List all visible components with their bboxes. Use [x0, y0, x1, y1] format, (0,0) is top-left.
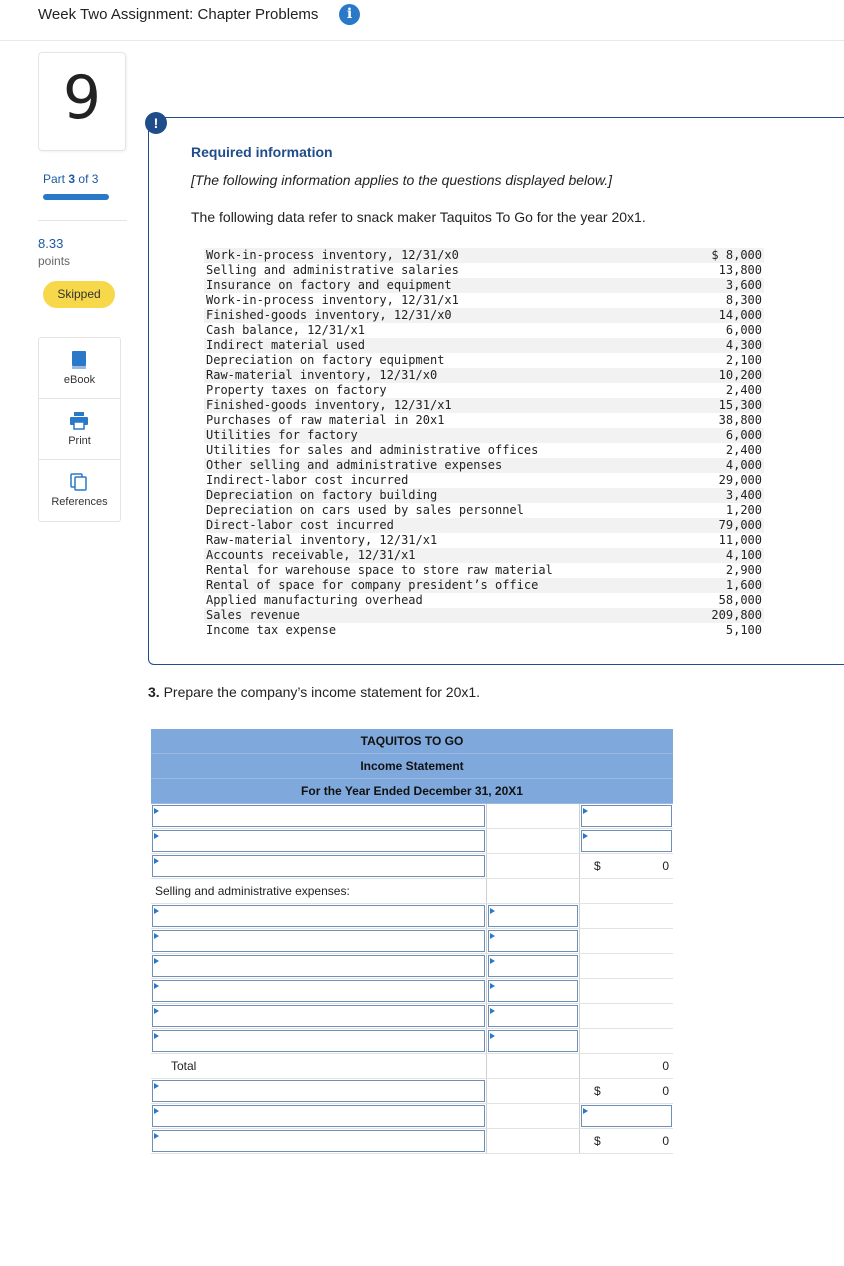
- line-item-select[interactable]: [152, 1005, 485, 1027]
- table-row: [151, 829, 673, 854]
- book-icon: [69, 350, 89, 370]
- data-row-amount: 8,300: [725, 293, 762, 307]
- data-row: [204, 383, 764, 398]
- computed-amount: 0: [662, 1084, 669, 1098]
- points-label: points: [38, 254, 71, 268]
- total-label: Total: [171, 1059, 197, 1073]
- data-row-label: Direct-labor cost incurred: [206, 518, 394, 532]
- amount-input[interactable]: [488, 1030, 578, 1052]
- data-row-label: Insurance on factory and equipment: [206, 278, 452, 292]
- data-row-label: Indirect material used: [206, 338, 365, 352]
- question-number: 9: [62, 63, 102, 133]
- data-row: [204, 503, 764, 518]
- data-row-label: Purchases of raw material in 20x1: [206, 413, 445, 427]
- line-item-select[interactable]: [152, 955, 485, 977]
- table-row: [151, 879, 673, 904]
- statement-company: TAQUITOS TO GO: [151, 729, 673, 754]
- amount-input[interactable]: [488, 1005, 578, 1027]
- statement-period: For the Year Ended December 31, 20X1: [151, 779, 673, 804]
- references-label: References: [51, 496, 108, 508]
- line-item-select[interactable]: [152, 905, 485, 927]
- alert-icon: !: [145, 112, 167, 134]
- sidebar-divider: [38, 220, 127, 221]
- print-label: Print: [68, 435, 91, 447]
- data-row: [204, 368, 764, 383]
- required-info-title: Required information: [191, 144, 333, 160]
- data-row-amount: 38,800: [718, 413, 762, 427]
- table-row: [151, 1054, 673, 1079]
- line-item-select[interactable]: [152, 930, 485, 952]
- data-row: [204, 338, 764, 353]
- data-row-amount: 10,200: [718, 368, 762, 382]
- line-item-select[interactable]: [152, 1105, 485, 1127]
- data-row-label: Applied manufacturing overhead: [206, 593, 423, 607]
- amount-input[interactable]: [488, 980, 578, 1002]
- data-row: [204, 278, 764, 293]
- ebook-button[interactable]: [39, 338, 120, 399]
- income-statement-form: [151, 729, 673, 1154]
- amount-input[interactable]: [488, 955, 578, 977]
- part-progress-bar: [43, 194, 109, 200]
- data-row-label: Income tax expense: [206, 623, 337, 637]
- line-item-select[interactable]: [152, 805, 485, 827]
- data-row-label: Work-in-process inventory, 12/31/x1: [206, 293, 459, 307]
- data-row-amount: $ 8,000: [711, 248, 762, 262]
- question-number-card: [38, 52, 126, 151]
- data-row: [204, 263, 764, 278]
- data-row: [204, 248, 764, 263]
- sa-expenses-label: Selling and administrative expenses:: [155, 884, 350, 898]
- data-row-amount: 6,000: [725, 428, 762, 442]
- data-row-label: Selling and administrative salaries: [206, 263, 459, 277]
- data-row-label: Raw-material inventory, 12/31/x0: [206, 368, 438, 382]
- header-bar: [0, 0, 844, 41]
- data-row-amount: 13,800: [718, 263, 762, 277]
- data-row-amount: 4,300: [725, 338, 762, 352]
- print-button[interactable]: [39, 399, 120, 460]
- amount-input[interactable]: [581, 805, 672, 827]
- data-row: [204, 308, 764, 323]
- table-row: [151, 1129, 673, 1154]
- data-row-label: Depreciation on factory building: [206, 488, 438, 502]
- info-icon[interactable]: i: [339, 4, 360, 25]
- data-row-amount: 3,600: [725, 278, 762, 292]
- dollar-sign: $: [594, 859, 601, 873]
- part-current: 3: [68, 172, 76, 186]
- data-row: [204, 293, 764, 308]
- data-row-label: Rental for warehouse space to store raw material: [206, 563, 553, 577]
- line-item-select[interactable]: [152, 980, 485, 1002]
- points-value: 8.33: [38, 236, 64, 251]
- table-row: [151, 854, 673, 879]
- data-row-amount: 2,400: [725, 383, 762, 397]
- data-row-label: Depreciation on factory equipment: [206, 353, 445, 367]
- table-row: [151, 1029, 673, 1054]
- data-row-amount: 4,000: [725, 458, 762, 472]
- data-row: [204, 353, 764, 368]
- data-row-amount: 1,200: [725, 503, 762, 517]
- data-row: [204, 443, 764, 458]
- question-prompt: [148, 684, 480, 700]
- data-row: [204, 563, 764, 578]
- data-row: [204, 578, 764, 593]
- data-row-amount: 3,400: [725, 488, 762, 502]
- references-button[interactable]: [39, 460, 120, 520]
- data-row: [204, 623, 764, 638]
- data-row-amount: 2,100: [725, 353, 762, 367]
- data-row-amount: 1,600: [725, 578, 762, 592]
- data-row-label: Work-in-process inventory, 12/31/x0: [206, 248, 459, 262]
- data-row: [204, 608, 764, 623]
- statement-name: Income Statement: [151, 754, 673, 779]
- copy-icon: [69, 472, 89, 492]
- status-badge: Skipped: [43, 281, 115, 308]
- data-row: [204, 518, 764, 533]
- data-row-amount: 11,000: [718, 533, 762, 547]
- tools-panel: [38, 337, 121, 522]
- data-row: [204, 473, 764, 488]
- table-row: [151, 979, 673, 1004]
- data-row: [204, 323, 764, 338]
- printer-icon: [69, 411, 89, 431]
- data-row-label: Utilities for sales and administrative offices: [206, 443, 539, 457]
- data-row-label: Other selling and administrative expenses: [206, 458, 503, 472]
- line-item-select[interactable]: [152, 855, 485, 877]
- line-item-select[interactable]: [152, 1130, 485, 1152]
- line-item-select[interactable]: [152, 1080, 485, 1102]
- data-row-label: Accounts receivable, 12/31/x1: [206, 548, 416, 562]
- data-row-amount: 29,000: [718, 473, 762, 487]
- amount-input[interactable]: [581, 1105, 672, 1127]
- data-row: [204, 533, 764, 548]
- data-row-label: Utilities for factory: [206, 428, 358, 442]
- data-row: [204, 488, 764, 503]
- total-amount: 0: [662, 1059, 669, 1073]
- part-indicator: [43, 172, 98, 186]
- line-item-select[interactable]: [152, 1030, 485, 1052]
- data-row-amount: 5,100: [725, 623, 762, 637]
- data-row-label: Depreciation on cars used by sales personnel: [206, 503, 524, 517]
- amount-input[interactable]: [488, 930, 578, 952]
- ebook-label: eBook: [63, 374, 96, 386]
- data-row-label: Finished-goods inventory, 12/31/x0: [206, 308, 452, 322]
- question-number-label: 3.: [148, 684, 160, 700]
- amount-input[interactable]: [488, 905, 578, 927]
- dollar-sign: $: [594, 1084, 601, 1098]
- data-row-label: Sales revenue: [206, 608, 300, 622]
- table-row: [151, 1004, 673, 1029]
- data-row-amount: 15,300: [718, 398, 762, 412]
- data-row-label: Cash balance, 12/31/x1: [206, 323, 365, 337]
- data-row-amount: 14,000: [718, 308, 762, 322]
- data-row-amount: 2,400: [725, 443, 762, 457]
- data-row: [204, 548, 764, 563]
- part-prefix: Part: [43, 172, 66, 186]
- data-row-amount: 79,000: [718, 518, 762, 532]
- data-row-amount: 4,100: [725, 548, 762, 562]
- data-row: [204, 398, 764, 413]
- data-row-label: Property taxes on factory: [206, 383, 387, 397]
- data-row: [204, 458, 764, 473]
- computed-amount: 0: [662, 859, 669, 873]
- data-row-amount: 58,000: [718, 593, 762, 607]
- table-row: [151, 929, 673, 954]
- data-row-label: Finished-goods inventory, 12/31/x1: [206, 398, 452, 412]
- data-row: [204, 413, 764, 428]
- part-suffix: of 3: [78, 172, 99, 186]
- amount-input[interactable]: [581, 830, 672, 852]
- data-row-label: Rental of space for company president’s office: [206, 578, 539, 592]
- data-row-label: Indirect-labor cost incurred: [206, 473, 409, 487]
- table-row: [151, 1104, 673, 1129]
- computed-amount: 0: [662, 1134, 669, 1148]
- required-info-subtitle: [The following information applies to the questions displayed below.]: [191, 172, 613, 188]
- data-row-amount: 6,000: [725, 323, 762, 337]
- question-text: Prepare the company’s income statement for 20x1.: [159, 684, 481, 700]
- table-row: [151, 1079, 673, 1104]
- table-row: [151, 954, 673, 979]
- data-row-amount: 209,800: [711, 608, 762, 622]
- table-row: [151, 804, 673, 829]
- assignment-title: Week Two Assignment: Chapter Problems: [38, 6, 319, 23]
- data-row: [204, 428, 764, 443]
- data-row: [204, 593, 764, 608]
- data-row-amount: 2,900: [725, 563, 762, 577]
- dollar-sign: $: [594, 1134, 601, 1148]
- data-intro: The following data refer to snack maker Taquitos To Go for the year 20x1.: [191, 209, 646, 225]
- data-row-label: Raw-material inventory, 12/31/x1: [206, 533, 438, 547]
- line-item-select[interactable]: [152, 830, 485, 852]
- cost-data-table: [204, 248, 764, 638]
- table-row: [151, 904, 673, 929]
